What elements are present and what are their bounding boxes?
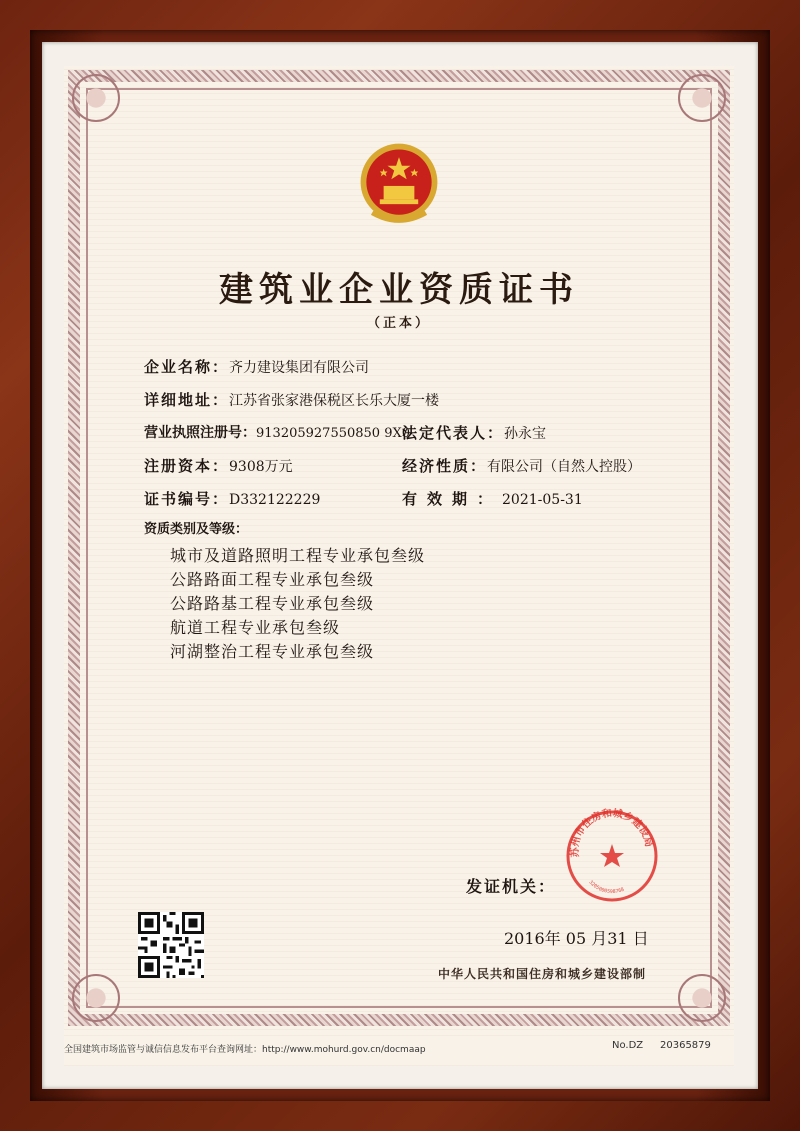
qualification-item: 航道工程专业承包叁级	[170, 618, 341, 637]
corner-ornament	[678, 974, 726, 1022]
validity-value: 2021-05-31	[502, 492, 583, 508]
qualification-item: 公路路基工程专业承包叁级	[170, 594, 375, 613]
qualification-item: 河湖整治工程专业承包叁级	[170, 642, 375, 661]
validity-row	[402, 488, 583, 509]
address-row	[144, 389, 439, 410]
reg-no-row	[144, 422, 410, 442]
national-emblem-icon	[351, 136, 447, 232]
certificate-subtitle: （正本）	[366, 316, 431, 331]
reg-no-label: 营业执照注册号：	[144, 425, 256, 441]
econ-nature-row	[402, 455, 641, 476]
qualifications-label: 资质类别及等级：	[144, 522, 249, 537]
address-value: 江苏省张家港保税区长乐大厦一楼	[229, 393, 440, 409]
query-url-text: 全国建筑市场监管与诚信信息发布平台查询网址：http://www.mohurd.gov.cn/docmaap	[64, 1045, 426, 1055]
qr-code-icon[interactable]	[138, 912, 204, 978]
capital-label: 注册资本：	[144, 457, 230, 475]
svg-text:3205000598768	[587, 879, 625, 895]
corner-ornament	[72, 974, 120, 1022]
address-label: 详细地址：	[144, 391, 230, 409]
econ-nature-label: 经济性质：	[402, 457, 488, 475]
qualification-item: 公路路面工程专业承包叁级	[170, 570, 375, 589]
official-seal-icon	[562, 806, 662, 906]
serial-number: 20365879	[660, 1040, 711, 1051]
serial-label: No.DZ	[612, 1040, 644, 1051]
certificate-footer	[64, 1038, 734, 1062]
company-name-row	[144, 356, 369, 377]
validity-label: 有效期：	[402, 490, 503, 508]
issuer-label: 发证机关：	[466, 877, 557, 896]
qualifications-heading	[144, 518, 248, 537]
issue-date: 2016年 05 月31 日	[504, 929, 649, 948]
corner-ornament	[72, 74, 120, 122]
seal-number: 3205000598768	[587, 879, 626, 896]
cert-no-label: 证书编号：	[144, 490, 230, 508]
company-name-label: 企业名称：	[144, 358, 230, 376]
company-name-value: 齐力建设集团有限公司	[229, 360, 370, 376]
seal-text: 苏州市住房和城乡建设局	[569, 808, 655, 858]
capital-value: 9308万元	[229, 459, 293, 475]
ministry-name: 中华人民共和国住房和城乡建设部制	[438, 967, 647, 981]
capital-row	[144, 455, 293, 476]
legal-rep-value: 孙永宝	[504, 426, 547, 442]
certificate-paper	[64, 66, 734, 1066]
econ-nature-value: 有限公司（自然人控股）	[487, 459, 642, 475]
corner-ornament	[678, 74, 726, 122]
legal-rep-label: 法定代表人：	[402, 424, 505, 442]
reg-no-value: 913205927550850 9X0	[256, 426, 410, 441]
legal-rep-row	[402, 422, 546, 443]
cert-no-value: D332122229	[229, 492, 321, 508]
qualification-item: 城市及道路照明工程专业承包叁级	[170, 546, 426, 565]
cert-no-row	[144, 488, 320, 509]
certificate-title: 建筑业企业资质证书	[219, 270, 579, 310]
